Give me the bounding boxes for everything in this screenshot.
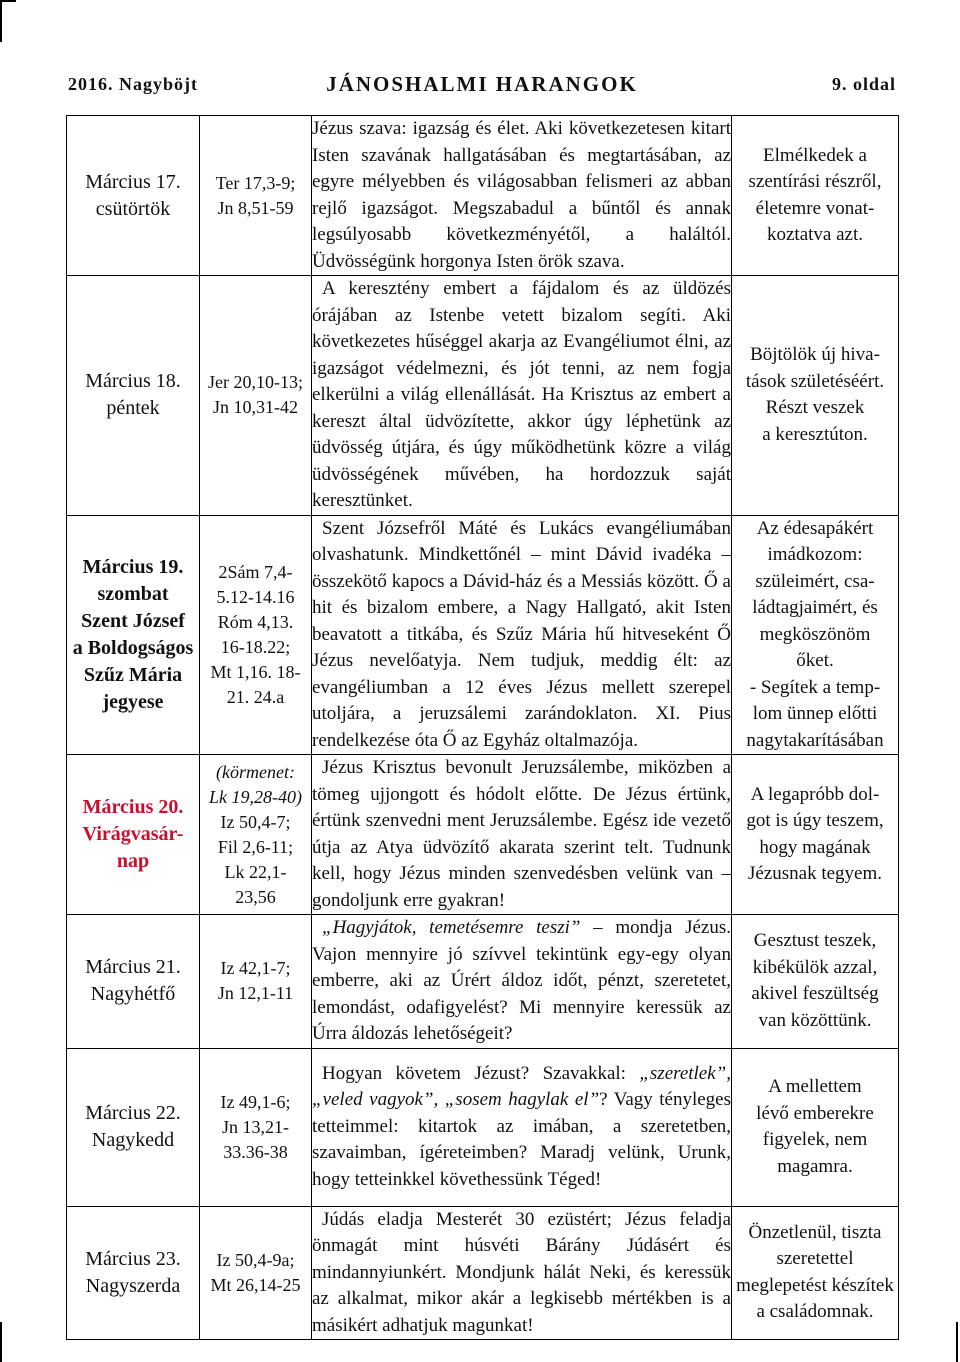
reading-cell bbox=[200, 276, 312, 516]
calendar-row-march-19 bbox=[67, 515, 899, 755]
crop-mark-top-left bbox=[0, 0, 16, 42]
resolution-line: A mellettem bbox=[768, 1076, 862, 1097]
reflection-text: A keresztény embert a fájdalom és az üldözés órájában az Istenbe vetett bizalom segíti. Aki következetes hűséggel akarja az Evangéliumot élni, az igazságot védelmezni, és jót tenni, az nem fogja elkerülni a világ ellenállását. Ha Krisztus az embert a kereszt által üdvözítette, akkor úgy léphetünk az üdvösség útjára, és úgy működhetünk közre a világ üdvösségének művében, ha hordozzuk saját keresztünket. bbox=[312, 278, 731, 511]
reading-ref: Ter 17,3-9; bbox=[215, 172, 296, 193]
day-weekday: Virágvasár- bbox=[82, 823, 184, 845]
day-cell bbox=[67, 1206, 200, 1340]
resolution-line: tások születéséért. bbox=[745, 370, 885, 392]
calendar-table bbox=[66, 115, 899, 1340]
resolution-cell bbox=[732, 116, 899, 276]
resolution-line: szeretettel meglepetést készítek bbox=[736, 1248, 894, 1296]
feast-name: a Boldogságos bbox=[72, 636, 194, 659]
day-weekday: péntek bbox=[106, 397, 160, 420]
resolution-line: kibékülök azzal, bbox=[752, 956, 878, 978]
crop-mark-bottom-right bbox=[956, 1322, 958, 1362]
reading-ref: Jer 20,10-13; bbox=[208, 372, 303, 393]
day-date: Március 21. bbox=[85, 956, 181, 979]
reflection-text: Jézus Krisztus bevonult Jeruzsálembe, miközben a tömeg ujjongott és hódolt előtte. De Jézus értünk, értünk szenvedni ment Jeruzsálembe. Egész ide vezető útja az Atya üdvözítő akarata szerint telt. Tudnunk kell, hogy Jézus minden szenvedésben velünk van – gondoljunk erre gyakran! bbox=[312, 757, 731, 911]
day-weekday: Nagykedd bbox=[91, 1129, 175, 1151]
reflection-text-rest: ? Vagy tényleges tetteimmel: kitartok az imában, a szeretetben, szavaimban, ígéreteimben? Maradj velünk, Urunk, hogy tetteinkkel követhessünk Téged! bbox=[312, 1089, 731, 1190]
calendar-row-march-20 bbox=[67, 755, 899, 915]
page-header bbox=[68, 74, 896, 100]
reading-cell bbox=[200, 1206, 312, 1340]
resolution-line: Böjtölök új hiva- bbox=[750, 344, 880, 366]
reflection-cell bbox=[312, 1206, 732, 1340]
reflection-text-start: Hogyan követem Jézust? Szavakkal: bbox=[322, 1062, 640, 1084]
reading-ref: Lk 22,1- bbox=[224, 861, 287, 882]
day-cell bbox=[67, 1048, 200, 1206]
reading-cell bbox=[200, 515, 312, 755]
resolution-line: Gesztust teszek, bbox=[753, 930, 877, 952]
resolution-line: magamra. bbox=[777, 1155, 853, 1177]
reflection-text: Júdás eladja Mesterét 30 ezüstért; Jézus feladja önmagát mint húsvéti Bárány Júdásért és mindannyiunkért. Mondjunk hálát Neki, és keressük az alkalmat, mikor akár a legkisebb mértékben is a másikért adhatjuk magunkat! bbox=[312, 1208, 731, 1336]
reading-ref: Jn 8,51-59 bbox=[217, 197, 294, 218]
reading-ref: Jn 10,31-42 bbox=[213, 397, 298, 418]
feast-name: Szűz Mária bbox=[83, 663, 183, 686]
resolution-cell bbox=[732, 1048, 899, 1206]
procession-ref: (körmenet: bbox=[216, 761, 295, 782]
reading-ref: 23,56 bbox=[235, 886, 276, 907]
resolution-line: megköszönöm bbox=[759, 623, 871, 645]
reading-ref: 33.36-38 bbox=[223, 1141, 288, 1162]
day-date: Március 17. bbox=[85, 170, 181, 193]
reading-ref: Mt 26,14-25 bbox=[210, 1274, 301, 1295]
reflection-cell bbox=[312, 1048, 732, 1206]
day-weekday: nap bbox=[116, 850, 150, 872]
resolution-line: ládtagjaimért, és bbox=[752, 597, 878, 618]
day-weekday: Nagyhétfő bbox=[90, 983, 176, 1006]
resolution-line: Az édesapákért bbox=[756, 517, 874, 539]
reflection-cell bbox=[312, 276, 732, 516]
resolution-cell bbox=[732, 755, 899, 915]
day-cell bbox=[67, 915, 200, 1049]
resolution-line: A legapróbb dol- bbox=[750, 783, 880, 805]
day-date: Március 20. bbox=[82, 796, 184, 818]
resolution-line: imádkozom: bbox=[767, 544, 863, 565]
resolution-line: szüleimért, csa- bbox=[755, 570, 875, 592]
quote-italic: „Hagyjátok, temetésemre teszi” bbox=[322, 917, 581, 938]
resolution-line: van közöttünk. bbox=[758, 1009, 872, 1031]
reading-ref: 5.12-14.16 bbox=[216, 586, 295, 607]
resolution-line: életemre vonat- bbox=[755, 197, 875, 219]
day-date: Március 22. bbox=[85, 1102, 181, 1124]
feast-name: jegyese bbox=[102, 690, 164, 713]
reading-ref: Fil 2,6-11; bbox=[217, 836, 294, 857]
day-cell bbox=[67, 116, 200, 276]
resolution-cell bbox=[732, 515, 899, 755]
reading-ref: Róm 4,13. bbox=[217, 611, 294, 632]
header-page-number: 9. oldal bbox=[831, 74, 896, 94]
resolution-line: őket. bbox=[796, 650, 834, 671]
resolution-line: szentírási részről, bbox=[748, 171, 882, 192]
reflection-text: Jézus szava: igazság és élet. Aki következetesen kitart Isten szavának hallgatásában és megtartásában, az egyre mélyebben és világosabban felismeri az abban rejlő igazságot. Megszabadul a bűntől és annak legsúlyosabb következményétől, a haláltól. Üdvösségünk horgonya Isten örök szava. bbox=[312, 118, 731, 272]
resolution-cell bbox=[732, 1206, 899, 1340]
reflection-text bbox=[312, 915, 731, 1048]
calendar-row-march-23 bbox=[67, 1206, 899, 1340]
reflection-text-rest: – mondja Jézus. Vajon mennyire jó szívvel tekintünk egy-egy olyan emberre, aki az Úrért áldoz időt, pénzt, szeretetet, lemondást, odafigyelést? Mi mennyire keressük az Úrra áldozás lehetőségeit? bbox=[312, 917, 731, 1044]
feast-name: Szent József bbox=[81, 609, 185, 632]
day-date: Március 19. bbox=[82, 555, 184, 578]
resolution-line: got is úgy teszem, bbox=[746, 810, 884, 831]
resolution-line: nagytakarításában bbox=[746, 729, 884, 751]
reading-ref: Iz 50,4-7; bbox=[220, 811, 291, 832]
procession-ref: Lk 19,28-40) bbox=[209, 786, 302, 807]
resolution-line: Elmélkedek a bbox=[763, 144, 867, 166]
calendar-row-march-22 bbox=[67, 1048, 899, 1206]
day-date: Március 18. bbox=[85, 370, 181, 393]
reading-ref: 16-18.22; bbox=[220, 636, 291, 657]
reflection-cell bbox=[312, 515, 732, 755]
resolution-line: a családomnak. bbox=[756, 1301, 874, 1323]
resolution-line: Jézusnak tegyem. bbox=[747, 863, 882, 884]
calendar-row-march-18 bbox=[67, 276, 899, 516]
reading-ref: Jn 13,21- bbox=[222, 1116, 289, 1137]
day-cell bbox=[67, 276, 200, 516]
reading-cell bbox=[200, 1048, 312, 1206]
reading-ref: Iz 49,1-6; bbox=[220, 1091, 291, 1112]
header-publication-title: JÁNOSHALMI HARANGOK bbox=[326, 72, 638, 96]
reading-cell bbox=[200, 915, 312, 1049]
day-weekday: szombat bbox=[97, 582, 169, 605]
resolution-line: Önzetlenül, tiszta bbox=[748, 1221, 882, 1243]
resolution-line: a keresztúton. bbox=[762, 423, 868, 445]
resolution-cell bbox=[732, 276, 899, 516]
reading-ref: Iz 42,1-7; bbox=[220, 958, 291, 979]
resolution-line: akivel feszültség bbox=[751, 983, 879, 1005]
reflection-cell bbox=[312, 755, 732, 915]
day-cell bbox=[67, 515, 200, 755]
reading-ref: Iz 50,4-9a; bbox=[216, 1249, 295, 1270]
reading-cell bbox=[200, 755, 312, 915]
reading-cell bbox=[200, 116, 312, 276]
day-cell bbox=[67, 755, 200, 915]
header-season: 2016. Nagyböjt bbox=[68, 74, 198, 94]
crop-mark-bottom-left bbox=[0, 1322, 2, 1362]
resolution-line: Részt veszek bbox=[765, 397, 865, 419]
day-weekday: csütörtök bbox=[95, 197, 171, 220]
reading-ref: 2Sám 7,4- bbox=[218, 561, 293, 582]
reading-ref: Jn 12,1-11 bbox=[217, 983, 294, 1004]
day-date: Március 23. bbox=[85, 1247, 181, 1270]
reflection-text: Szent Józsefről Máté és Lukács evangéliumában olvashatunk. Mindkettőnél – mint Dávid ivadéka – összekötő kapocs a Dávid-ház és a Messiás között. Ő a hit és bizalom embere, a Nagy Hallgató, akit Isten beavatott a titkába, és Szűz Mária hű hitveseként Ő Jézus nevelőatyja. Nem tudjuk, meddig élt: az evangéliumban a 12 éves Jézus mellett szerepel utoljára, a jeruzsálemi zarándoklaton. XI. Pius rendelkezése óta Ő az Egyház oltalmazója. bbox=[312, 517, 731, 751]
quote-italic: „szeretlek”, „veled vagyok”, „sosem hagylak el” bbox=[312, 1062, 731, 1111]
resolution-line: lévő emberekre bbox=[756, 1102, 874, 1124]
resolution-cell bbox=[732, 915, 899, 1049]
reading-ref: Mt 1,16. 18- bbox=[210, 661, 301, 682]
calendar-row-march-21 bbox=[67, 915, 899, 1049]
resolution-line: lom ünnep előtti bbox=[752, 703, 878, 724]
calendar-row-march-17 bbox=[67, 116, 899, 276]
day-weekday: Nagyszerda bbox=[85, 1274, 181, 1297]
reflection-cell bbox=[312, 116, 732, 276]
reading-ref: 21. 24.a bbox=[226, 686, 285, 707]
resolution-line: - Segítek a temp- bbox=[749, 676, 881, 698]
resolution-line: figyelek, nem bbox=[762, 1129, 868, 1150]
resolution-line: koztatva azt. bbox=[766, 224, 863, 245]
resolution-line: hogy magának bbox=[759, 836, 871, 858]
reflection-text bbox=[312, 1061, 731, 1194]
reflection-cell bbox=[312, 915, 732, 1049]
